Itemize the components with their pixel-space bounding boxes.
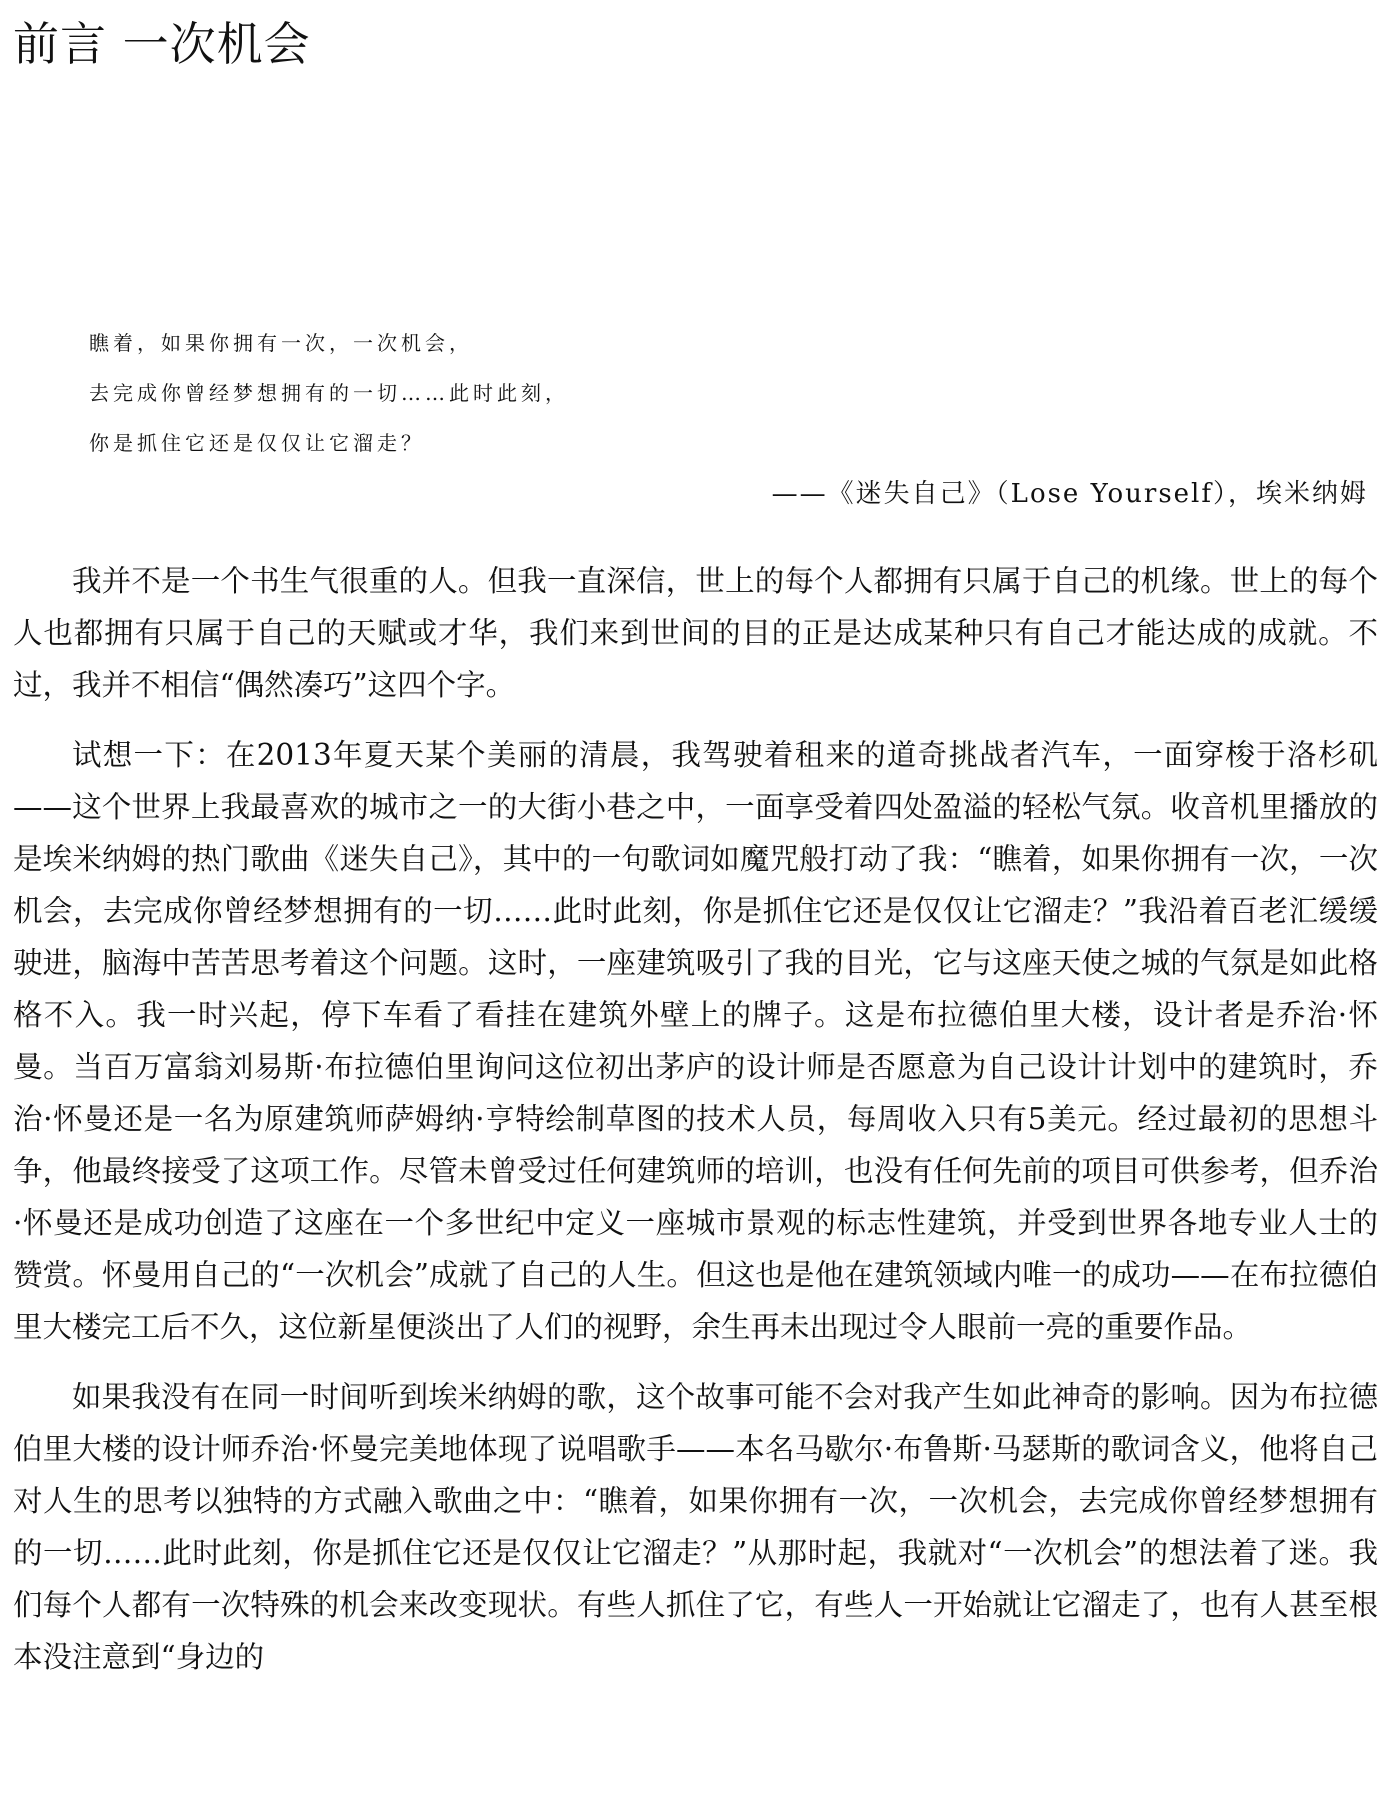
- paragraph: 我并不是一个书生气很重的人。但我一直深信，世上的每个人都拥有只属于自己的机缘。世上的每个人也都拥有只属于自己的天赋或才华，我们来到世间的目的正是达成某种只有自己才能达成的成就。不过，我并不相信“偶然凑巧”这四个字。: [13, 564, 1378, 702]
- epigraph-attribution: ——《迷失自己》（Lose Yourself），埃米纳姆: [771, 479, 1368, 509]
- chapter-title: 前言 一次机会: [13, 17, 311, 71]
- paragraph: 如果我没有在同一时间听到埃米纳姆的歌，这个故事可能不会对我产生如此神奇的影响。因为布拉德伯里大楼的设计师乔治·怀曼完美地体现了说唱歌手——本名马歇尔·布鲁斯·马瑟斯的歌词含义，他将自己对人生的思考以独特的方式融入歌曲之中：“瞧着，如果你拥有一次，一次机会，去完成你曾经梦想拥有的一切……此时此刻，你是抓住它还是仅仅让它溜走？”从那时起，我就对“一次机会”的想法着了迷。我们每个人都有一次特殊的机会来改变现状。有些人抓住了它，有些人一开始就让它溜走了，也有人甚至根本没注意到“身边的: [13, 1380, 1378, 1674]
- epigraph-line: 去完成你曾经梦想拥有的一切……此时此刻，: [89, 381, 569, 405]
- body-text: [13, 555, 1378, 1701]
- epigraph-line: 你是抓住它还是仅仅让它溜走？: [89, 431, 425, 455]
- epigraph: [89, 318, 1289, 468]
- epigraph-line: 瞧着，如果你拥有一次，一次机会，: [89, 331, 473, 355]
- paragraph: 试想一下：在2013年夏天某个美丽的清晨，我驾驶着租来的道奇挑战者汽车，一面穿梭于洛杉矶——这个世界上我最喜欢的城市之一的大街小巷之中，一面享受着四处盈溢的轻松气氛。收音机里播放的是埃米纳姆的热门歌曲《迷失自己》，其中的一句歌词如魔咒般打动了我：“瞧着，如果你拥有一次，一次机会，去完成你曾经梦想拥有的一切……此时此刻，你是抓住它还是仅仅让它溜走？”我沿着百老汇缓缓驶进，脑海中苦苦思考着这个问题。这时，一座建筑吸引了我的目光，它与这座天使之城的气氛是如此格格不入。我一时兴起，停下车看了看挂在建筑外壁上的牌子。这是布拉德伯里大楼，设计者是乔治·怀曼。当百万富翁刘易斯·布拉德伯里询问这位初出茅庐的设计师是否愿意为自己设计计划中的建筑时，乔治·怀曼还是一名为原建筑师萨姆纳·亨特绘制草图的技术人员，每周收入只有5美元。经过最初的思想斗争，他最终接受了这项工作。尽管未曾受过任何建筑师的培训，也没有任何先前的项目可供参考，但乔治·怀曼还是成功创造了这座在一个多世纪中定义一座城市景观的标志性建筑，并受到世界各地专业人士的赞赏。怀曼用自己的“一次机会”成就了自己的人生。但这也是他在建筑领域内唯一的成功——在布拉德伯里大楼完工后不久，这位新星便淡出了人们的视野，余生再未出现过令人眼前一亮的重要作品。: [13, 738, 1378, 1344]
